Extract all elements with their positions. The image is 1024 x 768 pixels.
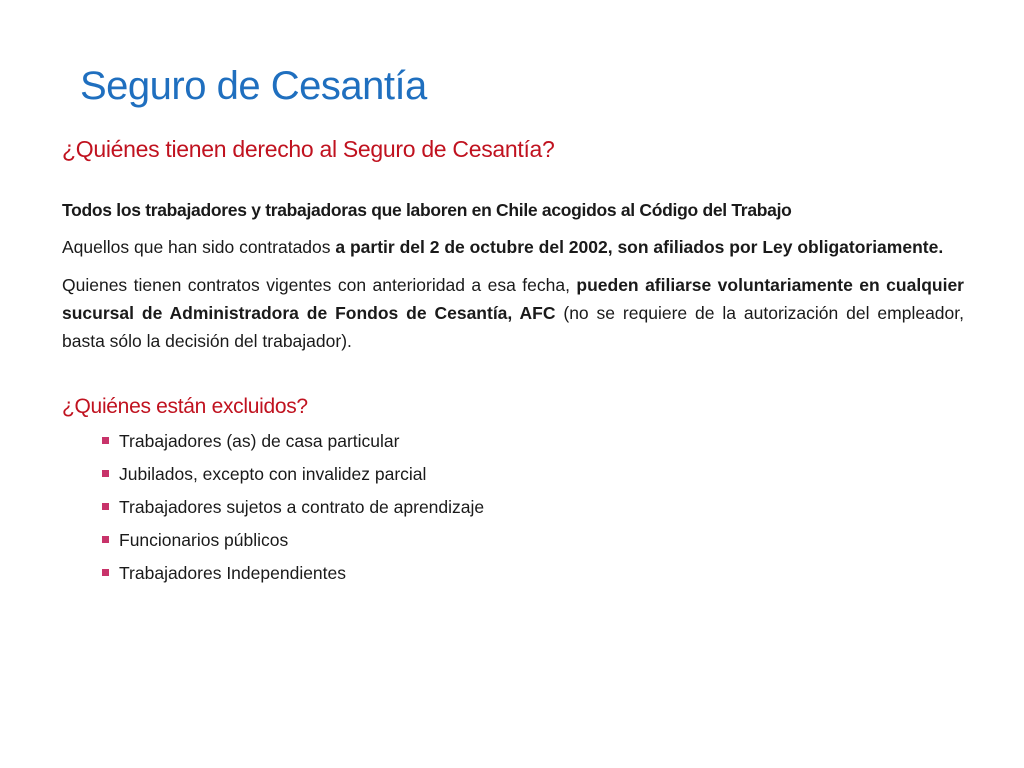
list-item bbox=[102, 425, 964, 458]
paragraph-mandatory-text: Aquellos que han sido contratados bbox=[62, 237, 336, 257]
eligible-workers-statement: Todos los trabajadores y trabajadoras que laboren en Chile acogidos al Código del Trabajo bbox=[62, 200, 792, 220]
list-item-label: Funcionarios públicos bbox=[119, 530, 289, 550]
square-bullet-icon bbox=[102, 569, 109, 576]
list-item bbox=[102, 524, 964, 557]
question-who-has-right: ¿Quiénes tienen derecho al Seguro de Cesantía? bbox=[62, 136, 555, 162]
square-bullet-icon bbox=[102, 536, 109, 543]
list-item-label: Trabajadores (as) de casa particular bbox=[119, 431, 400, 451]
paragraph-voluntary-affiliation bbox=[62, 271, 964, 355]
paragraph-voluntary-text-end: (no se requiere de la autorización del empleador, basta sólo la decisión del trabajador). bbox=[62, 303, 964, 351]
list-item-label: Jubilados, excepto con invalidez parcial bbox=[119, 464, 427, 484]
list-item bbox=[102, 458, 964, 491]
list-item-label: Trabajadores sujetos a contrato de aprendizaje bbox=[119, 497, 485, 517]
excluded-list bbox=[62, 425, 964, 590]
list-item-label: Trabajadores Independientes bbox=[119, 563, 347, 583]
slide-content bbox=[62, 136, 964, 590]
slide-title: Seguro de Cesantía bbox=[80, 64, 427, 108]
question-who-excluded: ¿Quiénes están excluidos? bbox=[62, 395, 308, 418]
list-item bbox=[102, 491, 964, 524]
square-bullet-icon bbox=[102, 470, 109, 477]
paragraph-mandatory-affiliation bbox=[62, 233, 964, 261]
paragraph-voluntary-bold: pueden afiliarse voluntariamente en cualquier sucursal de Administradora de Fondos de Cesantía, AFC bbox=[62, 275, 964, 323]
paragraph-mandatory-bold: a partir del 2 de octubre del 2002, son afiliados por Ley obligatoriamente. bbox=[335, 237, 944, 257]
list-item bbox=[102, 557, 964, 590]
square-bullet-icon bbox=[102, 437, 109, 444]
square-bullet-icon bbox=[102, 503, 109, 510]
paragraph-voluntary-text-start: Quienes tienen contratos vigentes con anterioridad a esa fecha, bbox=[62, 275, 577, 295]
